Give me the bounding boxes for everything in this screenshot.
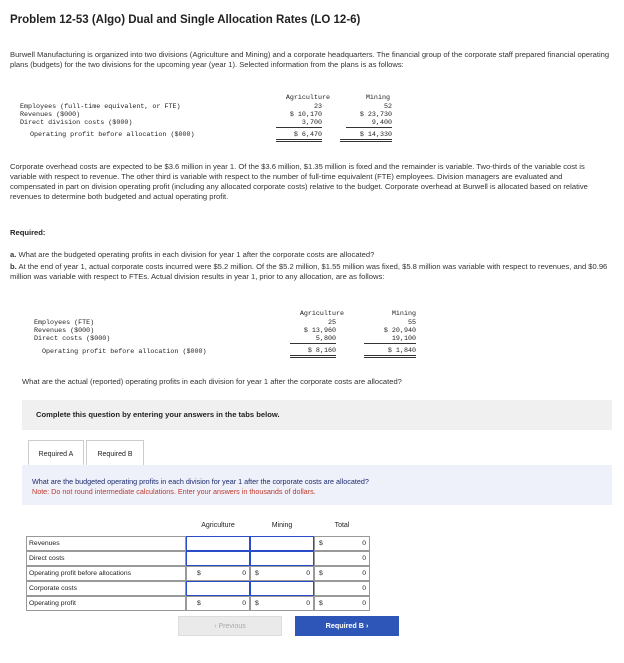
total-revenues-cell (314, 536, 370, 551)
required-heading: Required: (10, 228, 46, 237)
col-header-mining: Mining (391, 310, 416, 318)
row-label-revenues: Revenues (29, 540, 60, 547)
intro-paragraph: Burwell Manufacturing is organized into two divisions (Agriculture and Mining) and a corporate headquarters. The financial group of the corporate staff prepared financial operating plans (budgets) for the two divisions for the upcoming year (year 1). Selected information from the plans is as follows: (10, 50, 610, 69)
panel-question: What are the budgeted operating profits in each division for year 1 after the corporate costs are allocated? (32, 477, 369, 486)
grid-header-total: Total (334, 522, 350, 529)
input-mining-corporate-costs[interactable] (250, 581, 314, 596)
col-header-agriculture: Agriculture (285, 94, 330, 102)
page-title: Problem 12-53 (Algo) Dual and Single Allocation Rates (LO 12-6) (10, 14, 361, 26)
question-b-text: At the end of year 1, actual corporate costs incurred were $5.2 million. Of the $5.2 million, $1.55 million was fixed, $5.8 million was variable with respect to revenues, and $0.96 million was variable with respect to FTEs. Actual division results in year 1, prior to any allocation, are as follows: (10, 262, 608, 281)
dollar-sign: $ (255, 570, 259, 577)
required-b-button[interactable]: Required B › (295, 616, 399, 636)
agri-opba-value: 0 (242, 570, 246, 577)
panel-note: Note: Do not round intermediate calculations. Enter your answers in thousands of dollars. (32, 487, 316, 496)
input-agri-corporate-costs[interactable] (186, 581, 250, 596)
dollar-sign: $ (255, 600, 259, 607)
grid-row-label-cell (26, 581, 186, 596)
row-label-opba: Operating profit before allocations (29, 570, 132, 577)
row-label: Operating profit before allocation ($000) (30, 131, 195, 139)
mining-operating-profit-cell (250, 596, 314, 611)
mining-opba-cell (250, 566, 314, 581)
total-operating-profit-value: 0 (362, 600, 366, 607)
actual-question: What are the actual (reported) operating profits in each division for year 1 after the corporate costs are allocated? (22, 377, 402, 386)
row-label: Direct division costs ($000) (20, 119, 133, 127)
cell-value: 5,800 (290, 335, 336, 344)
total-direct-costs-value: 0 (362, 555, 366, 562)
row-label: Employees (full-time equivalent, or FTE) (20, 103, 181, 111)
cell-value: $ 23,730 (359, 111, 392, 119)
overhead-paragraph: Corporate overhead costs are expected to be $3.6 million in year 1. Of the $3.6 million, $1.35 million is fixed and the remainder is variable. Two-thirds of the variable cost is variable with respect to revenue. The other third is variable with respect to the number of full-time equivalent (FTE) employees. Division managers are evaluated and compensated in part on division operating profit (including any allocated corporate costs) relative to the budget. Corporate overhead at Burwell is allocated based on relative revenues to determine both budgeted and actual operating profit. (10, 162, 588, 201)
row-label: Direct costs ($000) (34, 335, 111, 343)
agri-operating-profit-cell (186, 596, 250, 611)
dollar-sign: $ (319, 570, 323, 577)
row-label: Operating profit before allocation ($000) (42, 348, 207, 356)
total-opba-cell (314, 566, 370, 581)
cell-value: $ 14,330 (340, 131, 392, 142)
input-agri-direct-costs[interactable] (186, 551, 250, 566)
previous-button[interactable]: ‹ Previous (178, 616, 282, 636)
cell-value: 9,400 (346, 119, 392, 128)
question-a (10, 250, 610, 260)
cell-value: $ 10,170 (289, 111, 322, 119)
grid-header-mining: Mining (271, 522, 293, 529)
dollar-sign: $ (197, 600, 201, 607)
dollar-sign: $ (197, 570, 201, 577)
question-b-prefix: b. (10, 262, 17, 271)
row-label: Revenues ($000) (34, 327, 95, 335)
grid-row-label-cell (26, 566, 186, 581)
actual-table (34, 310, 454, 364)
col-header-agriculture: Agriculture (299, 310, 344, 318)
dollar-sign: $ (319, 540, 323, 547)
question-a-prefix: a. (10, 250, 17, 259)
mining-operating-profit-value: 0 (306, 600, 310, 607)
cell-value: $ 13,960 (303, 327, 336, 335)
question-a-text: What are the budgeted operating profits in each division for year 1 after the corporate costs are allocated? (18, 250, 375, 259)
budget-table (20, 94, 440, 148)
row-label: Revenues ($000) (20, 111, 81, 119)
cell-value: 25 (327, 319, 336, 327)
tab-required-a[interactable]: Required A (28, 440, 84, 466)
total-corporate-costs-value: 0 (362, 585, 366, 592)
cell-value: 55 (407, 319, 416, 327)
agri-opba-cell (186, 566, 250, 581)
col-header-mining: Mining (365, 94, 390, 102)
dollar-sign: $ (319, 600, 323, 607)
row-label-operating-profit: Operating profit (29, 600, 76, 607)
input-mining-direct-costs[interactable] (250, 551, 314, 566)
row-label-direct-costs: Direct costs (29, 555, 65, 562)
grid-row-label-cell (26, 551, 186, 566)
input-mining-revenues[interactable] (250, 536, 314, 551)
cell-value: 52 (383, 103, 392, 111)
cell-value: 3,700 (276, 119, 322, 128)
instructions-banner (22, 400, 612, 430)
total-revenues-value: 0 (362, 540, 366, 547)
total-direct-costs-cell (314, 551, 370, 566)
cell-value: 23 (313, 103, 322, 111)
total-corporate-costs-cell (314, 581, 370, 596)
total-operating-profit-cell (314, 596, 370, 611)
cell-value: $ 6,470 (276, 131, 322, 142)
input-agri-revenues[interactable] (186, 536, 250, 551)
total-opba-value: 0 (362, 570, 366, 577)
row-label: Employees (FTE) (34, 319, 95, 327)
question-b (10, 262, 610, 282)
grid-row-label-cell (26, 536, 186, 551)
grid-header-agriculture: Agriculture (201, 522, 235, 529)
question-panel (22, 465, 612, 505)
tab-required-b[interactable]: Required B (86, 440, 144, 466)
cell-value: 19,100 (364, 335, 416, 344)
cell-value: $ 8,160 (290, 347, 336, 358)
instructions-text: Complete this question by entering your answers in the tabs below. (36, 410, 280, 419)
cell-value: $ 20,940 (383, 327, 416, 335)
row-label-corporate-costs: Corporate costs (29, 585, 77, 592)
cell-value: $ 1,840 (364, 347, 416, 358)
mining-opba-value: 0 (306, 570, 310, 577)
agri-operating-profit-value: 0 (242, 600, 246, 607)
grid-row-label-cell (26, 596, 186, 611)
